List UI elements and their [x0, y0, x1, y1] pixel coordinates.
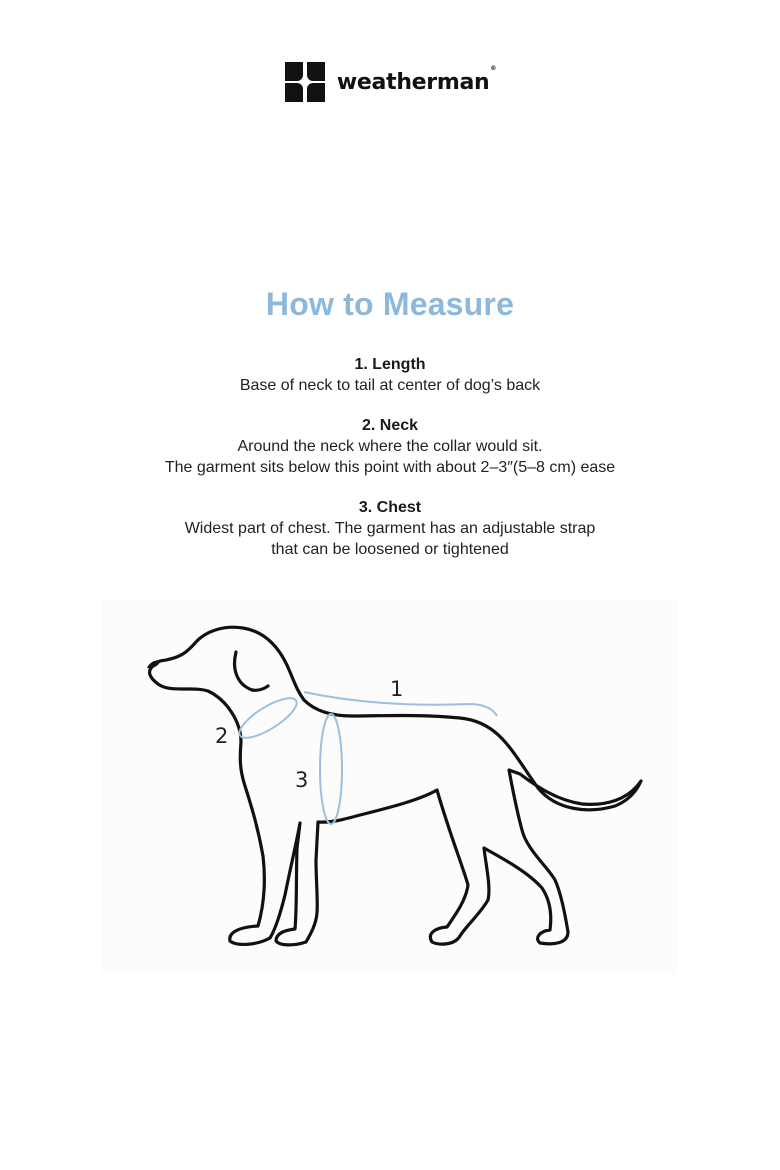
- step-length: [0, 354, 780, 396]
- step-text: Widest part of chest. The garment has an adjustable strap: [184, 520, 596, 537]
- step-text: Around the neck where the collar would sit.: [237, 438, 543, 455]
- step-text: that can be loosened or tightened: [271, 541, 509, 558]
- step-heading: 1. Length: [354, 356, 426, 373]
- step-text: The garment sits below this point with about 2–3″(5–8 cm) ease: [164, 459, 616, 476]
- step-heading: 3. Chest: [358, 499, 422, 516]
- page-title: How to Measure: [265, 286, 515, 322]
- label-length: 1: [390, 677, 404, 701]
- brand-logo: [0, 62, 780, 102]
- step-neck: [0, 415, 780, 478]
- dog-measurement-illustration: [102, 600, 678, 974]
- measure-steps: [0, 354, 780, 579]
- brand-name: weatherman®: [336, 65, 497, 95]
- label-neck: 2: [215, 724, 229, 748]
- dog-outline-icon: [102, 600, 678, 974]
- step-text: Base of neck to tail at center of dog’s back: [239, 377, 541, 394]
- step-heading: 2. Neck: [361, 417, 419, 434]
- brand-mark-icon: [285, 62, 325, 102]
- label-chest: 3: [295, 768, 309, 792]
- step-chest: [0, 497, 780, 560]
